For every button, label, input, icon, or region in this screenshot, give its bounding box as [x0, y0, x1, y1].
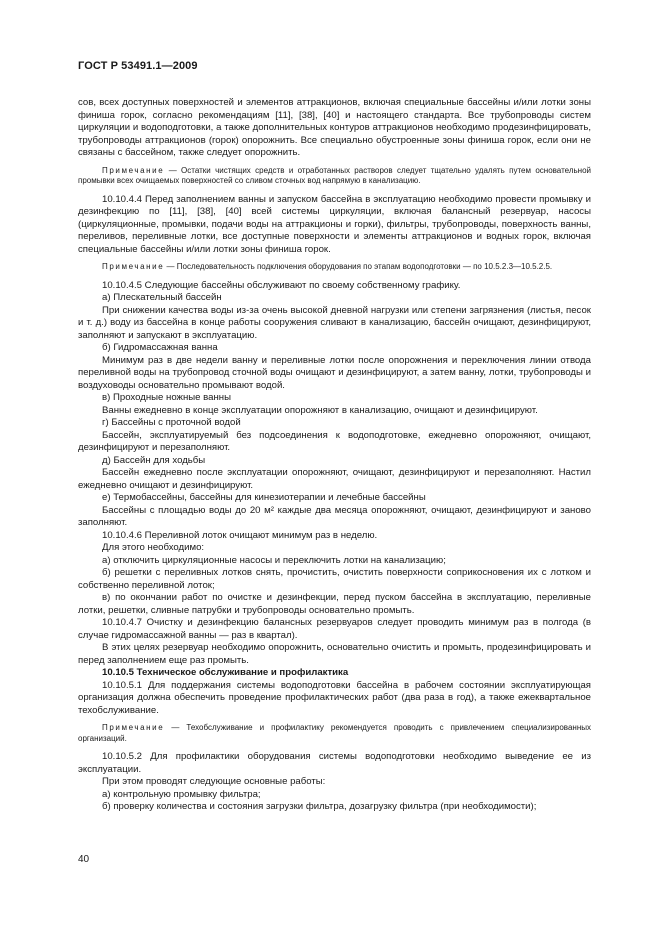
note-text: — Техобслуживание и профилактику рекомендуется проводить с привлечением специализированных организаций.: [78, 723, 591, 743]
clause-10-10-4-7: 10.10.4.7 Очистку и дезинфекцию балансных резервуаров следует проводить минимум раз в полгода (в случае гидромассажной ванны — раз в квартал).: [78, 617, 591, 641]
list-item: в) по окончании работ по очистке и дезинфекции, перед пуском бассейна в эксплуатацию, переливные лотки, решетки, сливные патрубки и трубопроводы основательно промыть.: [78, 592, 591, 616]
note-text: — Последовательность подключения оборудования по этапам водоподготовки — по 10.5.2.3—10.5.2.5.: [166, 262, 553, 271]
list-item: а) Плескательный бассейн: [102, 292, 222, 303]
clause-10-10-5-2: 10.10.5.2 Для профилактики оборудования системы водоподготовки необходимо выведение ее из эксплуатации.: [78, 751, 591, 775]
document-header: ГОСТ Р 53491.1—2009: [78, 60, 198, 72]
list-item: в) Проходные ножные ванны: [102, 392, 231, 403]
paragraph: При этом проводят следующие основные работы:: [102, 776, 326, 787]
clause-10-10-4-4: 10.10.4.4 Перед заполнением ванны и запуском бассейна в эксплуатацию необходимо провести промывку и дезинфекцию по [11], [38], [40] всей системы циркуляции, включая балансный резервуар, насосы (циркуляционные, промывки, подачи воды на аттракционы и горки), фильтры, трубопроводы, поверхность ванны, переливов, переливные лотки, все доступные поверхности и элементы аттракционов и водных горок, включая специальные бассейны и/или лотки зоны финиша горок.: [78, 193, 591, 255]
paragraph: Ванны ежедневно в конце эксплуатации опорожняют в канализацию, очищают и дезинфицируют.: [102, 404, 538, 416]
note-text: — Остатки чистящих средств и отработанных растворов следует тщательно удалять путем основательной промывки всех очищаемых поверхностей со сливом сточных вод напрямую в канализацию.: [78, 165, 592, 185]
paragraph: При снижении качества воды из-за очень высокой дневной нагрузки или степени загрязнения (листья, песок и т. д.) воду из бассейна в конце работы сооружения сливают в канализацию, бассейн очищают, дезинфицируют, заполняют и запускают в эксплуатацию.: [78, 304, 591, 341]
paragraph: сов, всех доступных поверхностей и элементов аттракционов, включая специальные бассейны и/или лотки зоны финиша горок, согласно рекомендациям [11], [38], [40] и настоящего стандарта. Все трубопроводы систем циркуляции и водоподготовки, а также дополнительных контуров аттракционов необходимо продезинфицировать, трубопроводы аттракционов (горок) опорожнить. Все специально обустроенные зоны финиша горок, если они не связаны с бассейном, также следует опорожнить.: [78, 97, 591, 158]
list-item: д) Бассейн для ходьбы: [102, 454, 206, 466]
paragraph: Для этого необходимо:: [102, 542, 205, 553]
note-label: Примечание: [102, 165, 165, 175]
clause-10-10-4-5: 10.10.4.5 Следующие бассейны обслуживают по своему собственному графику.: [102, 279, 461, 291]
clause-10-10-5-1: 10.10.5.1 Для поддержания системы водоподготовки бассейна в рабочем состоянии эксплуатирующая организация должна обеспечить проведение профилактических работ (два раза в год), а также ежеквартальное техобслуживание.: [78, 679, 591, 716]
list-item: б) решетки с переливных лотков снять, прочистить, очистить поверхности соприкосновения их с лотком и собственно переливной лоток;: [78, 567, 591, 591]
list-item: б) проверку количества и состояния загрузки фильтра, дозагрузку фильтра (при необходимости);: [102, 801, 537, 812]
note-label: Примечание: [102, 262, 165, 271]
clause-10-10-4-6: 10.10.4.6 Переливной лоток очищают минимум раз в неделю.: [102, 529, 378, 541]
section-heading: 10.10.5 Техническое обслуживание и профилактика: [102, 667, 349, 678]
note-label: Примечание: [102, 723, 165, 732]
paragraph: Бассейны с площадью воды до 20 м² каждые два месяца опорожняют, очищают, дезинфицируют и заново заполняют.: [78, 504, 591, 528]
note: [78, 166, 591, 187]
paragraph: Бассейн ежедневно после эксплуатации опорожняют, очищают, дезинфицируют и перезаполняют. Настил ежедневно очищают и дезинфицируют.: [78, 467, 591, 491]
list-item: е) Термобассейны, бассейны для кинезиотерапии и лечебные бассейны: [102, 492, 426, 503]
note: [78, 723, 591, 744]
note: [78, 262, 591, 273]
page-number: 40: [78, 854, 90, 865]
document-body: [78, 97, 591, 814]
list-item: г) Бассейны с проточной водой: [102, 417, 241, 428]
paragraph: Бассейн, эксплуатируемый без подсоединения к водоподготовке, ежедневно опорожняют, очищают, дезинфицируют и перезаполняют.: [78, 429, 591, 453]
paragraph: В этих целях резервуар необходимо опорожнить, основательно очистить и промыть, продезинфицировать и перед заполнением еще раз промыть.: [78, 642, 591, 666]
list-item: а) контрольную промывку фильтра;: [102, 788, 261, 800]
list-item: а) отключить циркуляционные насосы и переключить лотки на канализацию;: [102, 554, 446, 566]
list-item: б) Гидромассажная ванна: [102, 342, 218, 353]
paragraph: Минимум раз в две недели ванну и переливные лотки после опорожнения и переключения линии отвода переливной воды на трубопровод сточной воды очищают и дезинфицируют, а затем ванну, лотки, трубопроводы и воздуховоды основательно промывают водой.: [78, 354, 591, 391]
